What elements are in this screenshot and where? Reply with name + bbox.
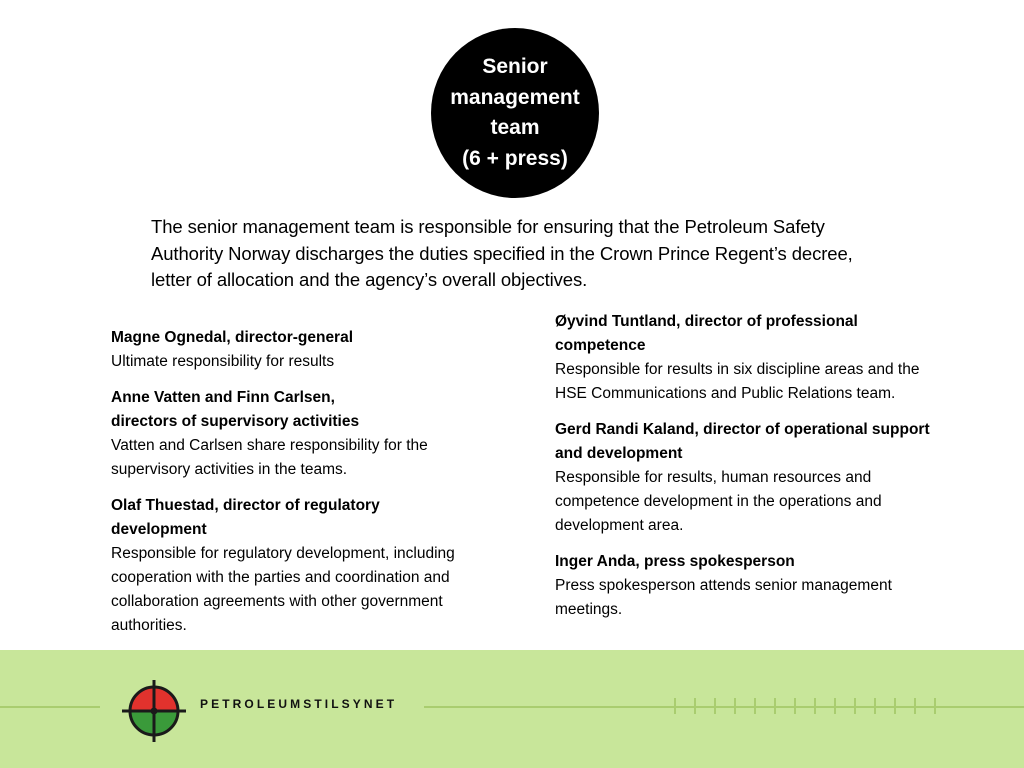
tick-mark — [854, 698, 856, 714]
person-name: Gerd Randi Kaland, director of operational support and development — [555, 421, 930, 462]
footer-divider-left — [0, 706, 100, 708]
person-entry — [555, 550, 930, 622]
crosshair-logo-icon — [122, 680, 186, 742]
brand-wordmark: PETROLEUMSTILSYNET — [200, 697, 398, 711]
footer-band — [0, 650, 1024, 768]
person-entry — [555, 310, 930, 406]
intro-paragraph: The senior management team is responsible for ensuring that the Petroleum Safety Authority Norway discharges the duties specified in the Crown Prince Regent’s decree, letter of allocation and the agency’s overall objectives. — [151, 216, 853, 290]
tick-mark — [794, 698, 796, 714]
tick-mark — [714, 698, 716, 714]
tick-mark — [734, 698, 736, 714]
tick-mark — [914, 698, 916, 714]
person-name: Magne Ognedal, director-general — [111, 329, 354, 346]
tick-mark — [694, 698, 696, 714]
person-description: Press spokesperson attends senior management meetings. — [555, 577, 892, 618]
circle-line-4: (6 + press) — [462, 146, 568, 170]
person-name: Inger Anda, press spokesperson — [555, 553, 795, 570]
person-description: Responsible for regulatory development, including cooperation with the parties and coordination and collaboration agreements with other government authorities. — [111, 545, 455, 634]
person-entry — [111, 494, 471, 638]
person-description: Ultimate responsibility for results — [111, 353, 335, 370]
person-entry — [111, 386, 471, 482]
tick-mark — [894, 698, 896, 714]
person-title: directors of supervisory activities — [111, 413, 360, 430]
tick-mark — [934, 698, 936, 714]
tick-mark — [814, 698, 816, 714]
person-description: Responsible for results in six discipline areas and the HSE Communications and Public Relations team. — [555, 361, 920, 402]
person-name: Anne Vatten and Finn Carlsen, — [111, 389, 335, 406]
person-entry — [111, 326, 471, 374]
tick-mark — [774, 698, 776, 714]
management-team-circle — [431, 28, 599, 198]
tick-mark — [674, 698, 676, 714]
tick-mark — [834, 698, 836, 714]
person-description: Responsible for results, human resources and competence development in the operations and development area. — [555, 469, 882, 534]
left-column — [111, 326, 471, 650]
person-description: Vatten and Carlsen share responsibility for the supervisory activities in the teams. — [111, 437, 428, 478]
right-column — [555, 310, 930, 634]
person-name: Olaf Thuestad, director of regulatory development — [111, 497, 380, 538]
circle-line-2: management — [450, 85, 580, 109]
tick-mark — [874, 698, 876, 714]
circle-line-1: Senior — [482, 55, 548, 78]
person-entry — [555, 418, 930, 538]
circle-line-3: team — [490, 116, 540, 139]
person-name: Øyvind Tuntland, director of professional competence — [555, 313, 858, 354]
tick-mark — [754, 698, 756, 714]
